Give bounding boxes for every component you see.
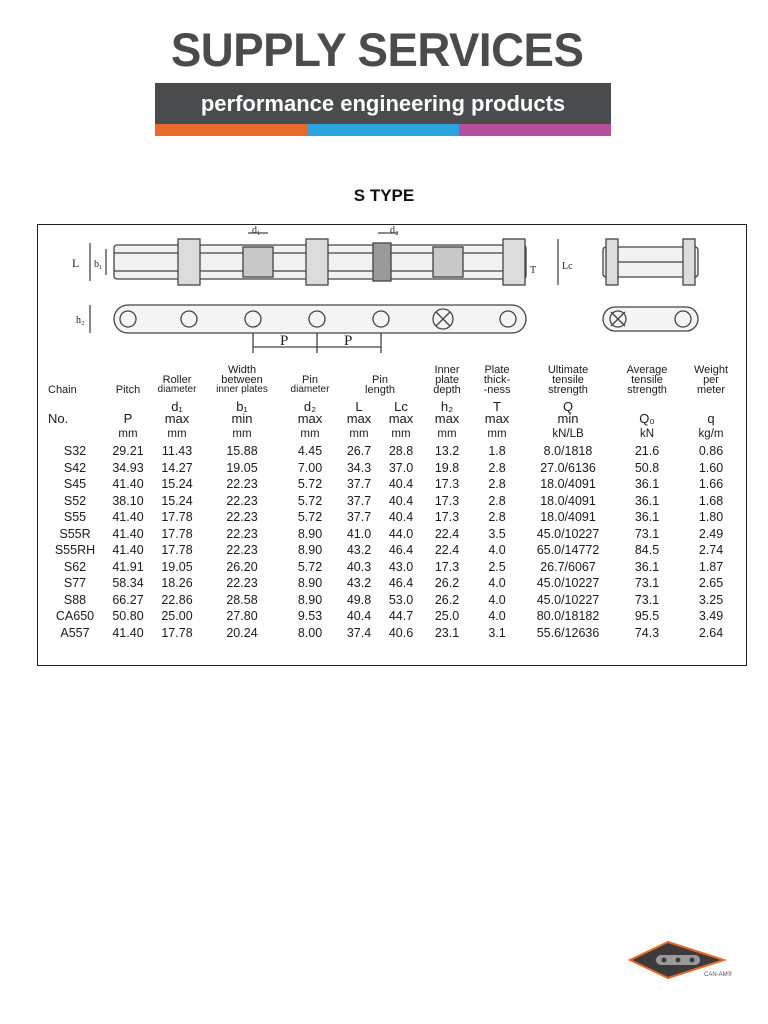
table-cell: 53.0 [388,592,414,607]
table-cell: 19.05 [226,460,258,475]
header-roller: Roller diameter [157,374,197,395]
table-cell: 84.5 [634,543,660,557]
table-cell: 43.0 [388,559,414,574]
header-pitch: Pitch [115,384,141,396]
table-cell: 8.00 [297,625,323,640]
label-pitch-2: P [344,333,353,349]
label-b1: b₁ [94,259,103,270]
table-cell: 8.90 [297,576,323,590]
brand-stripe-blue [307,124,459,136]
symbol-cell: b₁ min [231,399,253,426]
table-cell: 37.4 [346,625,372,640]
symbol-cell: h₂ max [434,399,460,426]
table-cell: 46.4 [388,543,414,557]
table-cell: 38.10 [112,493,144,508]
table-cell: 45.0/10227 [536,576,600,590]
table-cell: 2.65 [698,576,724,590]
table-cell: 7.00 [297,460,323,475]
table-cell: 22.4 [434,543,460,557]
table-cell: 18.0/4091 [540,510,596,524]
table-cell: 50.80 [112,609,144,623]
table-cell: 2.8 [488,510,506,524]
brand-title: SUPPLY SERVICES [170,23,584,76]
unit-cell: kN/LB [552,428,584,440]
chain-number-cell: S55RH [54,543,96,557]
table-cell: 3.25 [698,592,724,607]
symbol-cell: d₁ max [164,399,190,426]
chain-number-cell: S42 [63,460,87,475]
table-cell: 2.8 [488,460,506,475]
symbol-cell: Q₀ [639,411,655,426]
table-cell: 50.8 [634,460,660,475]
table-row [46,542,742,559]
table-row [46,443,742,460]
spec-table [46,365,742,641]
symbol-cell: Q min [557,399,579,426]
chain-number-cell: S45 [63,477,87,491]
table-cell: 17.78 [161,526,193,541]
table-cell: 15.24 [161,477,193,491]
table-cell: 22.23 [226,526,258,541]
unit-cell: mm [487,428,507,440]
chain-number-cell: S77 [63,576,87,590]
table-cell: 18.0/4091 [540,493,596,508]
table-cell: 27.80 [226,609,258,623]
table-cell: 14.27 [161,460,193,475]
table-cell: 20.24 [226,625,258,640]
table-cell: 1.8 [488,444,506,458]
unit-cell: mm [391,428,411,440]
table-cell: 17.78 [161,625,193,640]
brand-stripe-orange [155,124,307,136]
table-cell: 73.1 [634,526,660,541]
table-cell: 22.4 [434,526,460,541]
table-cell: 29.21 [112,444,144,458]
table-cell: 46.4 [388,576,414,590]
table-cell: 22.23 [226,493,258,508]
table-cell: 43.2 [346,576,372,590]
canaan-chain-logo [626,938,732,982]
table-cell: 36.1 [634,493,660,508]
table-cell: 1.80 [698,510,724,524]
table-row [46,608,742,625]
table-cell: 2.8 [488,477,506,491]
symbol-cell: q [707,411,715,426]
table-cell: 4.45 [297,444,323,458]
unit-cell: kN [639,428,655,440]
table-cell: 1.87 [698,559,724,574]
table-cell: 41.40 [112,526,144,541]
label-h2: h₂ [76,315,85,326]
table-cell: 15.24 [161,493,193,508]
table-cell: 4.0 [488,576,506,590]
table-cell: 1.60 [698,460,724,475]
symbol-cell: d₂ max [297,399,323,426]
table-cell: 34.93 [112,460,144,475]
header-width: Width between inner plates [216,364,268,395]
table-cell: 66.27 [112,592,144,607]
table-cell: 43.2 [346,543,372,557]
table-cell: 45.0/10227 [536,592,600,607]
table-row [46,625,742,642]
table-cell: 26.2 [434,576,460,590]
chain-number-cell: CA650 [55,609,95,623]
table-cell: 34.3 [346,460,372,475]
table-cell: 1.68 [698,493,724,508]
table-cell: 44.7 [388,609,414,623]
table-cell: 40.4 [388,510,414,524]
table-cell: 44.0 [388,526,414,541]
symbol-cell: L max [346,399,372,426]
table-row [46,509,742,526]
table-cell: 4.0 [488,609,506,623]
chain-number-cell: S32 [63,444,87,458]
page-title: S TYPE [353,186,415,205]
chain-number-cell: S52 [63,493,87,508]
table-cell: 40.3 [346,559,372,574]
header-plate-thickness: Plate thick- -ness [483,364,511,396]
table-cell: 17.3 [434,477,460,491]
table-cell: 65.0/14772 [536,543,600,557]
table-cell: 11.43 [161,444,193,458]
table-cell: 41.40 [112,510,144,524]
logo-caption: CAN-AM® [704,972,732,978]
table-cell: 73.1 [634,576,660,590]
table-cell: 17.3 [434,493,460,508]
table-cell: 41.40 [112,543,144,557]
chain-spec-panel [37,224,747,666]
table-cell: 26.7 [346,444,372,458]
table-cell: 37.0 [388,460,414,475]
table-cell: 2.8 [488,493,506,508]
table-cell: 2.74 [698,543,724,557]
chain-number-cell: S55 [63,510,87,524]
table-cell: 5.72 [297,510,323,524]
table-row [46,460,742,477]
table-cell: 2.5 [488,559,506,574]
table-cell: 40.4 [388,477,414,491]
header-ultimate-strength: Ultimate tensile strength [547,364,589,396]
table-cell: 0.86 [698,444,724,458]
table-cell: 19.8 [434,460,460,475]
unit-cell: mm [118,428,138,440]
header-pin-length: Pin length [365,374,395,396]
table-row [46,559,742,576]
table-cell: 5.72 [297,477,323,491]
table-cell: 80.0/18182 [536,609,600,623]
unit-row [46,425,742,443]
table-cell: 4.0 [488,543,506,557]
table-cell: 19.05 [161,559,193,574]
header-pin-diameter: Pin diameter [290,374,330,395]
symbol-cell: Lc max [388,399,414,426]
table-cell: 41.40 [112,625,144,640]
unit-cell: kg/m [698,428,724,440]
table-cell: 26.2 [434,592,460,607]
header-average-strength: Average tensile strength [626,364,668,396]
table-cell: 45.0/10227 [536,526,600,541]
table-cell: 2.64 [698,625,724,640]
table-cell: 5.72 [297,559,323,574]
label-Lc: Lc [562,261,573,272]
chain-number-cell: S55R [59,526,91,541]
table-cell: 2.49 [698,526,724,541]
table-cell: 41.40 [112,477,144,491]
table-cell: 8.90 [297,543,323,557]
table-cell: 40.4 [346,609,372,623]
table-cell: 95.5 [634,609,660,623]
unit-cell: mm [232,428,252,440]
table-cell: 13.2 [434,444,460,458]
chain-number-cell: A557 [60,625,90,640]
table-cell: 73.1 [634,592,660,607]
table-cell: 8.0/1818 [543,444,593,458]
unit-cell: mm [349,428,369,440]
table-cell: 37.7 [346,510,372,524]
label-T: T [530,265,537,276]
chain-number-cell: S62 [63,559,87,574]
table-cell: 15.88 [226,444,258,458]
table-cell: 41.0 [346,526,372,541]
table-row [46,476,742,493]
table-cell: 22.23 [226,543,258,557]
symbol-cell: P [123,411,133,426]
table-row [46,493,742,510]
header-chain: Chain [48,384,77,396]
table-cell: 36.1 [634,510,660,524]
table-cell: 18.0/4091 [540,477,596,491]
header-weight: Weight per meter [693,364,729,396]
unit-cell: mm [437,428,457,440]
table-cell: 37.7 [346,477,372,491]
table-cell: 17.3 [434,559,460,574]
table-cell: 26.7/6067 [540,559,596,574]
header-inner-plate: Inner plate depth [433,364,461,396]
brand-tagline-band [155,83,611,124]
table-cell: 17.78 [161,543,193,557]
table-cell: 9.53 [297,609,323,623]
table-cell: 1.66 [698,477,724,491]
table-cell: 40.6 [388,625,414,640]
brand-tagline: performance engineering products [200,91,566,116]
symbol-row [46,395,742,425]
table-cell: 36.1 [634,559,660,574]
table-cell: 5.72 [297,493,323,508]
label-pitch-1: P [280,333,289,349]
table-cell: 41.91 [112,559,144,574]
unit-cell: mm [300,428,320,440]
label-L: L [72,256,80,270]
table-cell: 23.1 [434,625,460,640]
table-cell: 40.4 [388,493,414,508]
table-cell: 17.78 [161,510,193,524]
table-cell: 36.1 [634,477,660,491]
header-no: No. [48,411,69,426]
table-cell: 26.20 [226,559,258,574]
table-cell: 28.58 [226,592,258,607]
table-cell: 22.23 [226,477,258,491]
table-cell: 27.0/6136 [540,460,596,475]
table-cell: 22.23 [226,510,258,524]
table-cell: 3.5 [488,526,506,541]
table-cell: 8.90 [297,592,323,607]
table-row [46,592,742,609]
label-d2: d₂ [390,225,399,236]
table-cell: 3.1 [488,625,506,640]
symbol-cell: T max [484,399,510,426]
table-cell: 49.8 [346,592,372,607]
table-cell: 58.34 [112,576,144,590]
table-cell: 25.00 [161,609,193,623]
chain-number-cell: S88 [63,592,87,607]
table-row [46,526,742,543]
table-row [46,575,742,592]
chain-diagram [38,225,747,365]
table-cell: 74.3 [634,625,660,640]
brand-stripe-magenta [459,124,611,136]
table-cell: 4.0 [488,592,506,607]
unit-cell: mm [167,428,187,440]
table-cell: 17.3 [434,510,460,524]
table-cell: 22.23 [226,576,258,590]
chain-side-view [114,305,526,333]
table-cell: 21.6 [634,444,660,458]
table-cell: 3.49 [698,609,724,623]
table-cell: 8.90 [297,526,323,541]
table-cell: 37.7 [346,493,372,508]
table-cell: 22.86 [161,592,193,607]
table-cell: 55.6/12636 [536,625,600,640]
label-d1: d₁ [252,225,261,236]
table-cell: 25.0 [434,609,460,623]
table-cell: 18.26 [161,576,193,590]
table-cell: 28.8 [388,444,414,458]
